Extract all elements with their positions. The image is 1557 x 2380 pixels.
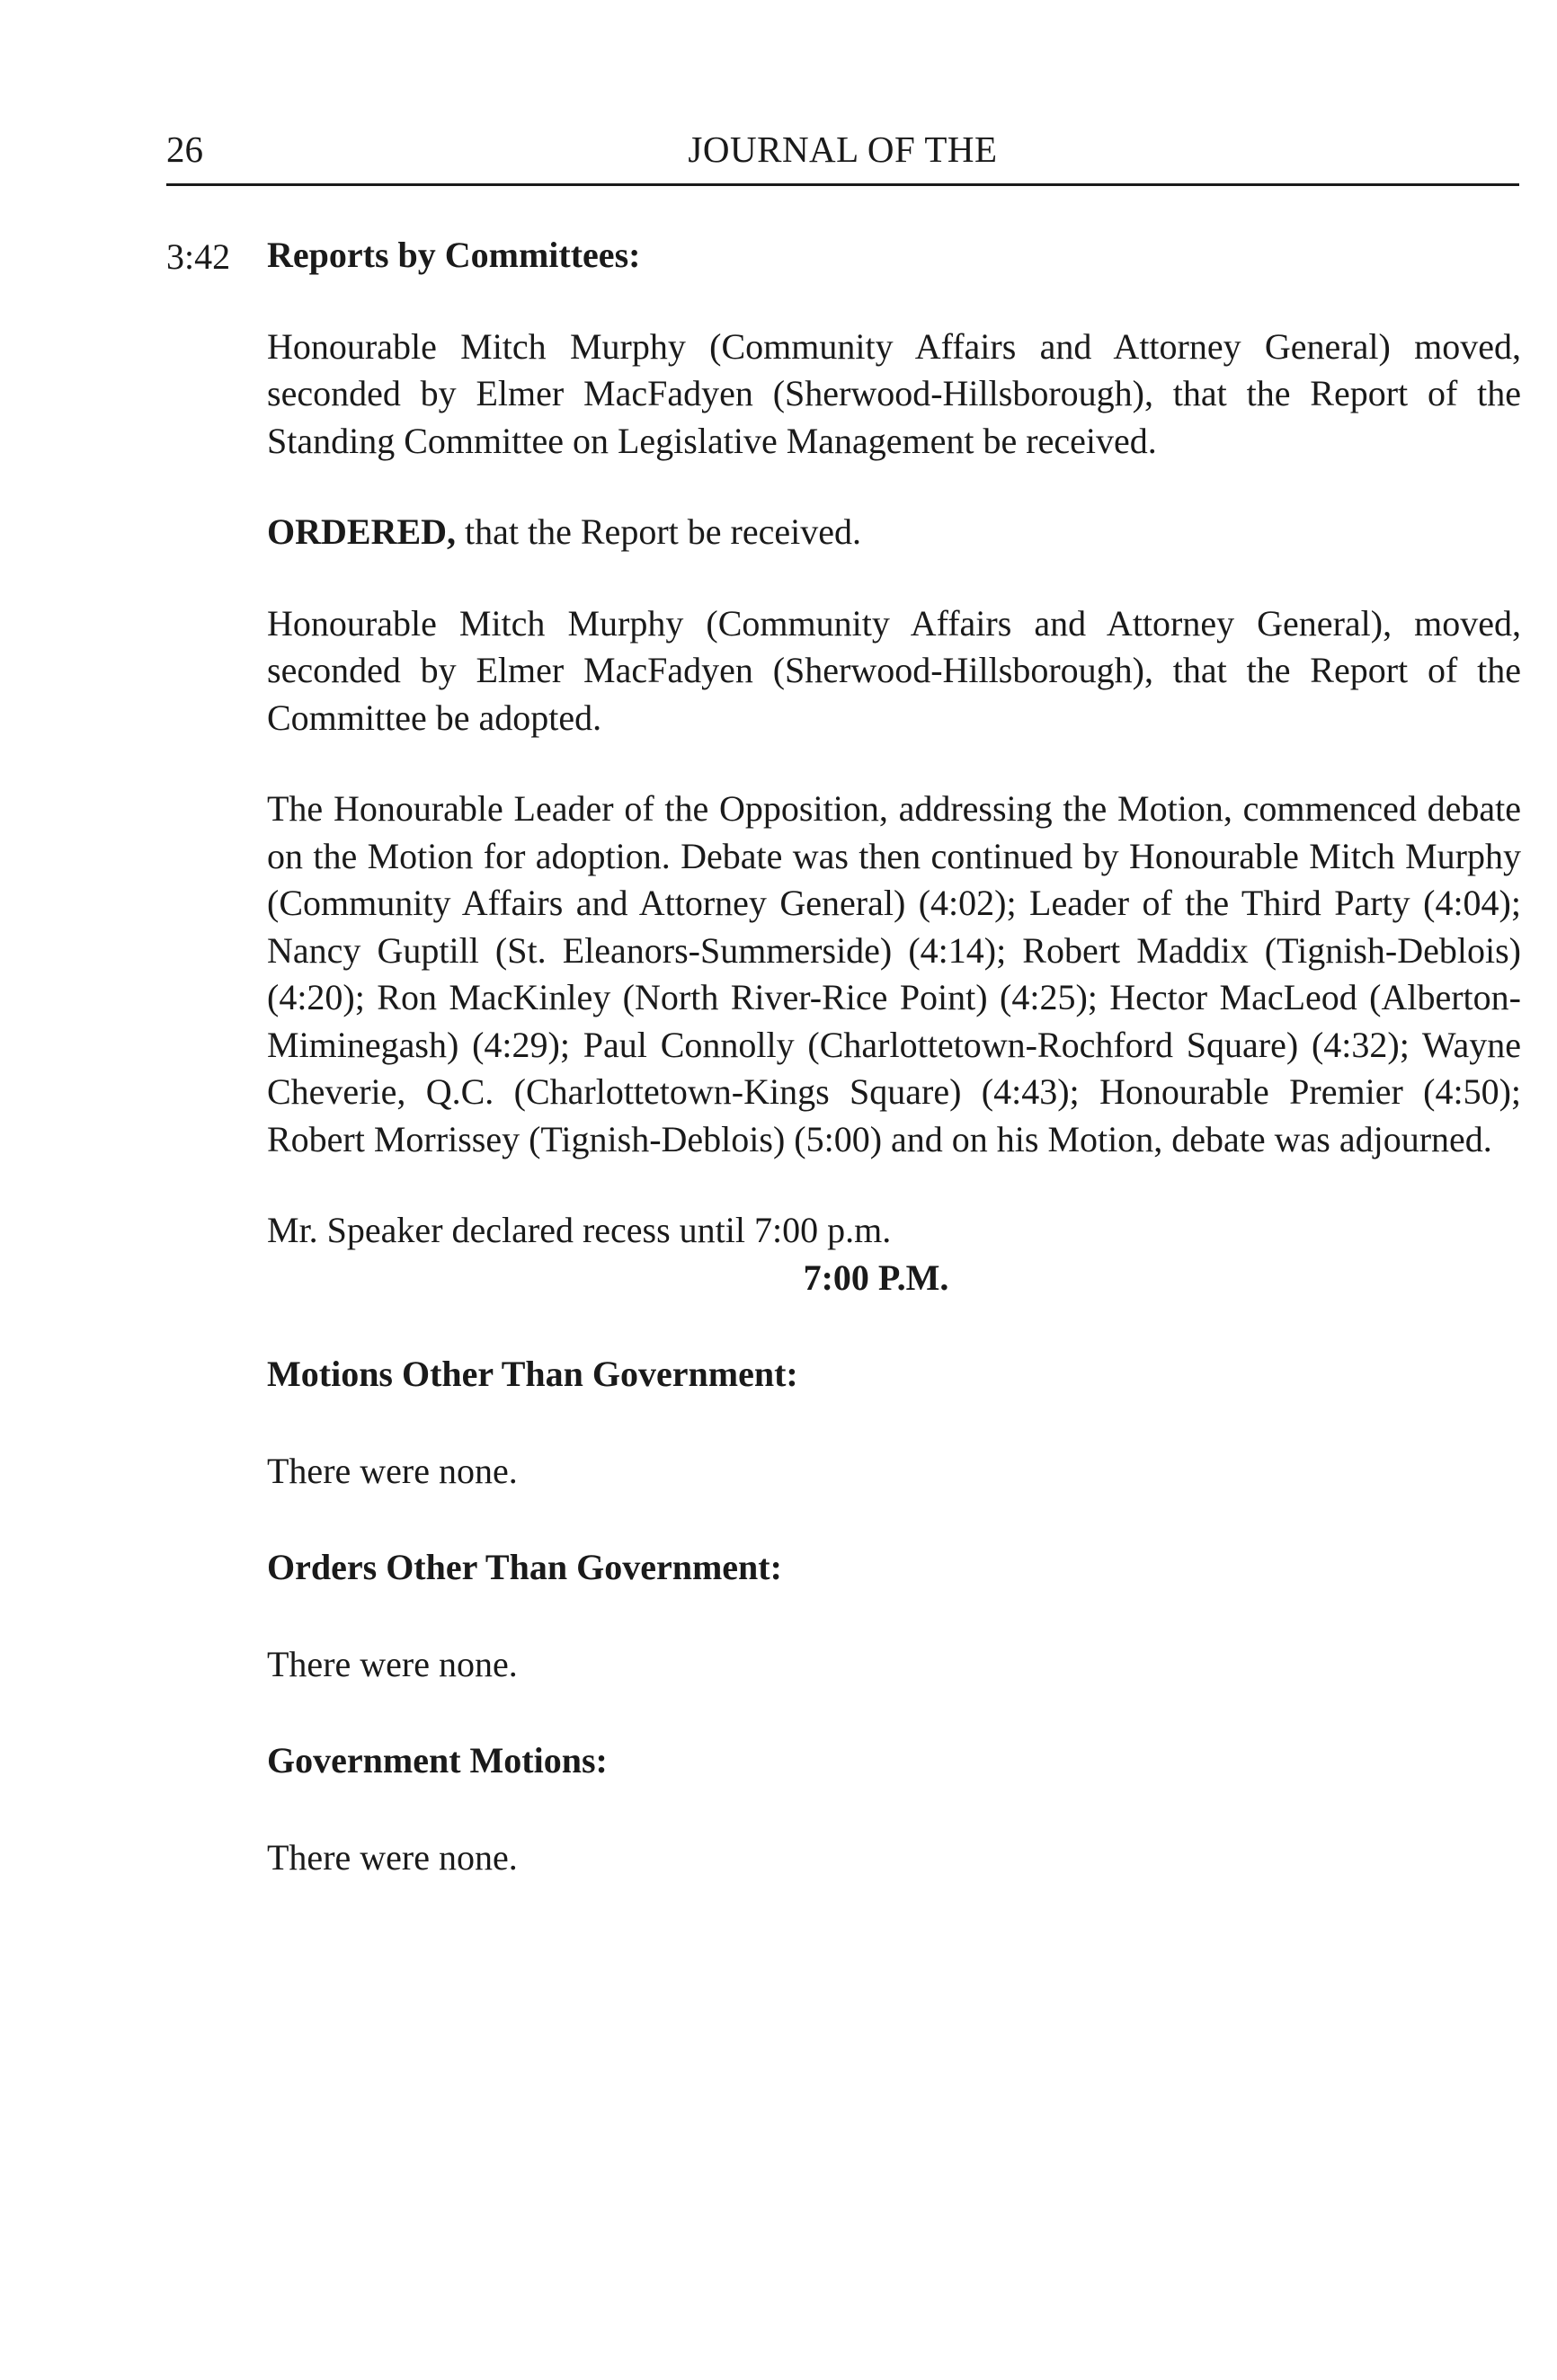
ordered-label: ORDERED, (267, 511, 457, 552)
paragraph-ordered (267, 509, 1521, 556)
paragraph-recess: Mr. Speaker declared recess until 7:00 p.m. (267, 1210, 892, 1250)
paragraph-motion-received: Honourable Mitch Murphy (Community Affairs and Attorney General) moved, seconded by Elmer MacFadyen (Sherwood-Hillsborough), that the Report of the Standing Committee on Legislative Management be received. (267, 325, 1521, 461)
time-marker: 3:42 (166, 236, 231, 277)
heading-orders-other: Orders Other Than Government: (267, 1547, 782, 1587)
text-government-motions: There were none. (267, 1836, 518, 1878)
ordered-text: that the Report be received. (456, 511, 861, 552)
heading-government-motions: Government Motions: (267, 1740, 608, 1781)
text-motions-other: There were none. (267, 1450, 518, 1491)
text-orders-other: There were none. (267, 1643, 518, 1684)
header-rule (166, 183, 1519, 186)
section-heading-reports: Reports by Committees: (267, 235, 641, 275)
page-header (166, 126, 1519, 180)
paragraph-debate: The Honourable Leader of the Opposition, addressing the Motion, commenced debate on the Motion for adoption. Debate was then continued by Honourable Mitch Murphy (Community Affairs and Attorney General) (4:02); Leader of the Third Party (4:04); Nancy Guptill (St. Eleanors-Summerside) (4:14); Robert Maddix (Tignish-Deblois) (4:20); Ron MacKinley (North River-Rice Point) (4:25); Hector MacLeod (Alberton-Miminegash) (4:29); Paul Connolly (Charlottetown-Rochford Square) (4:32); Wayne Cheverie, Q.C. (Charlottetown-Kings Square) (4:43); Honourable Premier (4:50); Robert Morrissey (Tignish-Deblois) (5:00) and on his Motion, debate was adjourned. (267, 788, 1521, 1159)
running-title: JOURNAL OF THE (688, 129, 998, 170)
evening-time-heading: 7:00 P.M. (803, 1257, 949, 1298)
page-number: 26 (166, 129, 203, 170)
heading-motions-other: Motions Other Than Government: (267, 1354, 798, 1394)
journal-body (267, 232, 1521, 1881)
paragraph-motion-adopted: Honourable Mitch Murphy (Community Affairs and Attorney General), moved, seconded by Elmer MacFadyen (Sherwood-Hillsborough), that the Report of the Committee be adopted. (267, 602, 1521, 738)
